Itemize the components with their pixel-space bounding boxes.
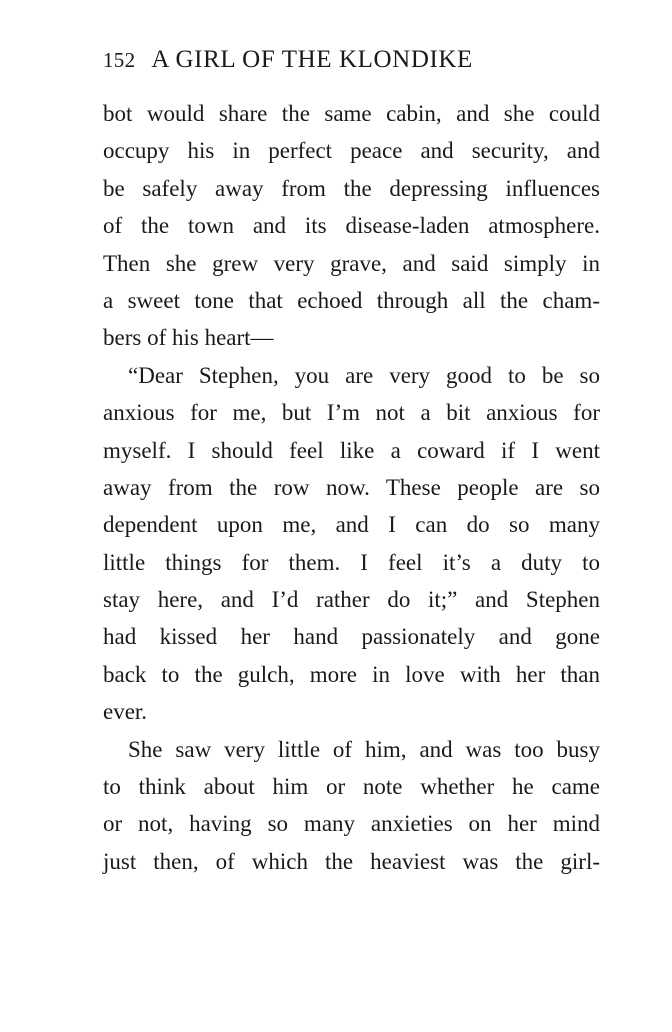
text-line: myself. I should feel like a coward if I went bbox=[103, 437, 600, 463]
text-line: She saw very little of him, and was too busy bbox=[128, 736, 600, 762]
text-line: ever. bbox=[103, 699, 148, 725]
text-line: back to the gulch, more in love with her than bbox=[103, 661, 600, 687]
text-line: anxious for me, but I’m not a bit anxious for bbox=[103, 400, 600, 426]
text-line: bot would share the same cabin, and she could bbox=[103, 101, 600, 126]
text-line: to think about him or note whether he came bbox=[103, 774, 600, 800]
text-line: be safely away from the depressing influences bbox=[103, 175, 600, 201]
text-line: “Dear Stephen, you are very good to be so bbox=[128, 362, 600, 388]
page-number: 152 bbox=[103, 48, 136, 72]
text-line: or not, having so many anxieties on her mind bbox=[103, 811, 600, 837]
text-line: of the town and its disease-laden atmosphere. bbox=[103, 213, 600, 239]
text-line: dependent upon me, and I can do so many bbox=[103, 512, 600, 538]
text-line: a sweet tone that echoed through all the cham- bbox=[103, 287, 600, 313]
text-line: bers of his heart— bbox=[103, 325, 274, 351]
text-line: stay here, and I’d rather do it;” and Stephen bbox=[103, 587, 600, 613]
body-text bbox=[103, 95, 600, 880]
text-line: occupy his in perfect peace and security, and bbox=[103, 138, 600, 164]
text-line: away from the row now. These people are so bbox=[103, 474, 600, 500]
text-line: little things for them. I feel it’s a duty to bbox=[103, 549, 600, 575]
text-line: had kissed her hand passionately and gone bbox=[103, 624, 600, 650]
book-title: A GIRL OF THE KLONDIKE bbox=[151, 46, 473, 73]
text-line: Then she grew very grave, and said simply in bbox=[103, 250, 600, 276]
text-line: just then, of which the heaviest was the girl- bbox=[103, 848, 600, 874]
running-head bbox=[103, 46, 603, 82]
